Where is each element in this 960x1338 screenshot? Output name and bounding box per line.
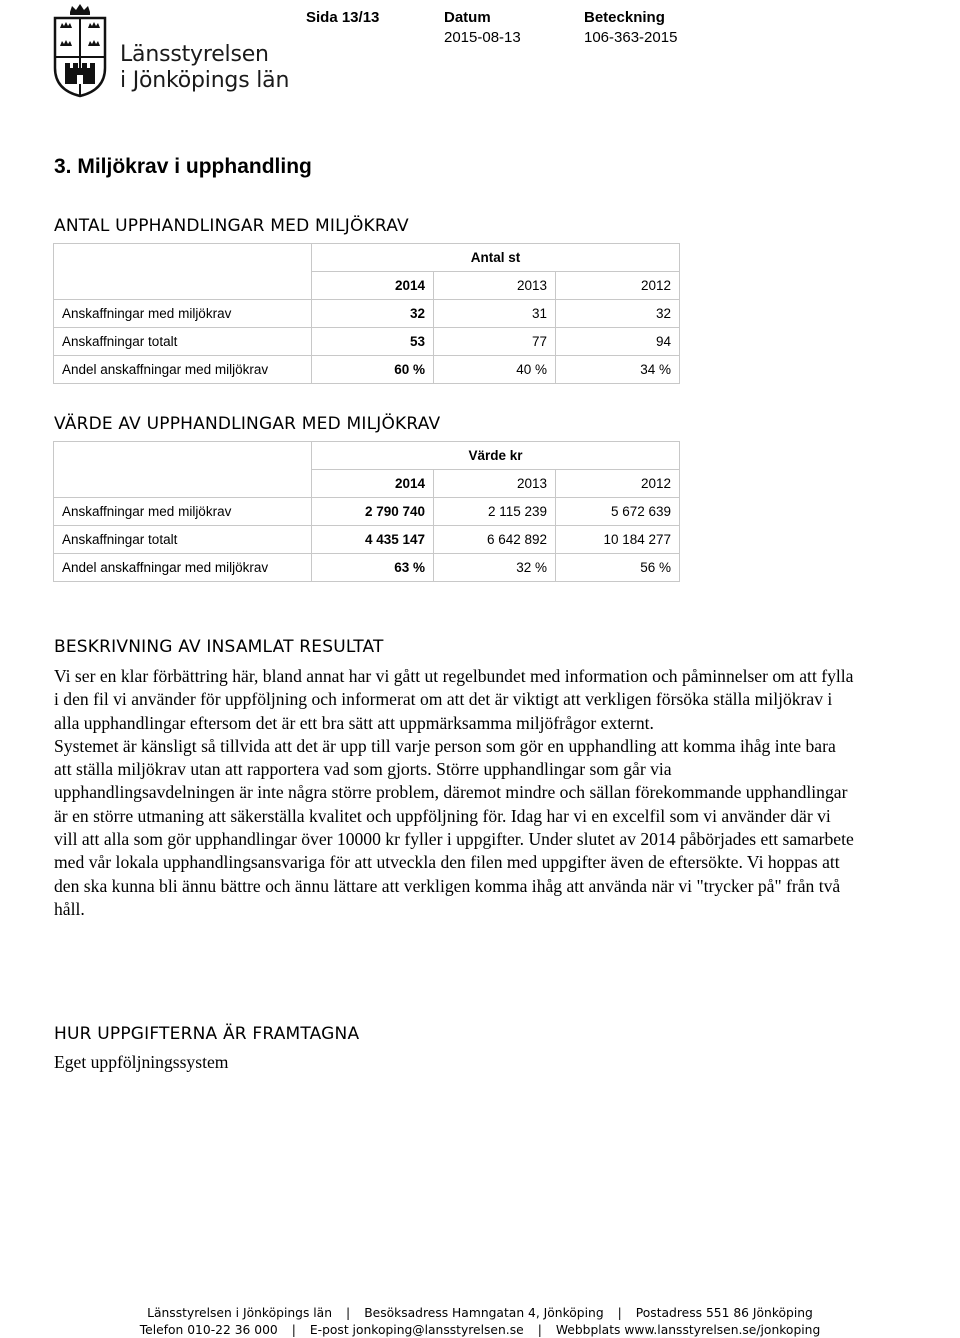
table-cell: 6 642 892: [434, 526, 556, 554]
table-cell: 56 %: [556, 554, 680, 582]
row-label: Andel anskaffningar med miljökrav: [54, 356, 312, 384]
row-label: Anskaffningar med miljökrav: [54, 498, 312, 526]
table-cell: 60 %: [312, 356, 434, 384]
footer-phone: Telefon 010-22 36 000: [139, 1323, 278, 1337]
table-cell: 2 790 740: [312, 498, 434, 526]
row-label: Anskaffningar totalt: [54, 526, 312, 554]
year-header: 2012: [556, 272, 680, 300]
table-cell: 10 184 277: [556, 526, 680, 554]
table-row: [54, 526, 680, 554]
table-cell: 32: [556, 300, 680, 328]
table-cell: 53: [312, 328, 434, 356]
table-row: [54, 498, 680, 526]
table2-heading: VÄRDE AV UPPHANDLINGAR MED MILJÖKRAV: [54, 414, 441, 434]
table-corner: [54, 442, 312, 498]
table1-heading: ANTAL UPPHANDLINGAR MED MILJÖKRAV: [54, 216, 409, 236]
page-number-label: Sida 13/13: [306, 9, 380, 26]
result-paragraph-1: Vi ser en klar förbättring här, bland annat har vi gått ut regelbundet med information och påminnelser om att fylla i den fil vi använder för uppföljning och informerat om att det är viktigt att verkligen försöka ställa miljökrav i alla upphandlingar eftersom det är ett bra sätt att uppmärksamma miljöfrågor externt.: [54, 666, 854, 733]
date-value: 2015-08-13: [444, 29, 521, 46]
result-paragraph-2: Systemet är känsligt så tillvida att det är upp till varje person som gör en upphandling att komma ihåg inte bara att ställa miljökrav utan att rapportera vad som gjorts. Större upphandlingar som går via upphandlingsavdelningen är inte några större problem, däremot mindre och sällan förekommande upphandlingar är en större utmaning att säkerställa kvalitet och uppföljning för. Idag har vi en excelfil som vi använder där vi vill att alla som gör upphandlingar över 10000 kr fyller i uppgifter. Under slutet av 2014 påbörjades ett samarbete med vår lokala upphandlingsansvariga för att utveckla den filen med uppgifter även de eftersökte. Vi hoppas att den ska kunna bli ännu bättre och ännu lättare att verkligen komma ihåg att använda när vi "trycker på" från två håll.: [54, 735, 854, 919]
footer-separator: |: [617, 1306, 622, 1320]
year-header: 2013: [434, 470, 556, 498]
year-header: 2014: [312, 470, 434, 498]
table-row: [54, 328, 680, 356]
footer-website: Webbplats www.lansstyrelsen.se/jonkoping: [555, 1323, 821, 1337]
table-cell: 31: [434, 300, 556, 328]
footer-separator: |: [291, 1323, 296, 1337]
table-group-header: Antal st: [312, 244, 680, 272]
crest-icon: [52, 2, 108, 98]
page-number: [306, 8, 379, 28]
row-label: Anskaffningar totalt: [54, 328, 312, 356]
year-header: 2013: [434, 272, 556, 300]
table-row: [54, 300, 680, 328]
table-cell: 32: [312, 300, 434, 328]
method-heading: HUR UPPGIFTERNA ÄR FRAMTAGNA: [54, 1024, 360, 1044]
table-cell: 40 %: [434, 356, 556, 384]
table-cell: 94: [556, 328, 680, 356]
document-reference: [584, 8, 677, 48]
org-name-line2: i Jönköpings län: [120, 68, 290, 93]
org-logo: [52, 2, 290, 100]
footer-visit-address: Besöksadress Hamngatan 4, Jönköping: [364, 1306, 604, 1320]
method-body: [54, 1051, 854, 1074]
footer-separator: |: [346, 1306, 351, 1320]
date-label: Datum: [444, 9, 491, 26]
table-row: [54, 554, 680, 582]
result-body: [54, 665, 854, 921]
footer-separator: |: [537, 1323, 542, 1337]
table-row: [54, 356, 680, 384]
procurement-count-table: [53, 243, 680, 384]
footer-org: Länsstyrelsen i Jönköpings län: [147, 1306, 333, 1320]
table-cell: 5 672 639: [556, 498, 680, 526]
table-corner: [54, 244, 312, 300]
org-name-line1: Länsstyrelsen: [120, 42, 269, 67]
year-header: 2014: [312, 272, 434, 300]
table-cell: 32 %: [434, 554, 556, 582]
year-header: 2012: [556, 470, 680, 498]
table-group-header: Värde kr: [312, 442, 680, 470]
table-cell: 2 115 239: [434, 498, 556, 526]
section-title: 3. Miljökrav i upphandling: [54, 155, 312, 178]
row-label: Andel anskaffningar med miljökrav: [54, 554, 312, 582]
method-text: Eget uppföljningssystem: [54, 1052, 229, 1072]
table-cell: 63 %: [312, 554, 434, 582]
footer-email: E-post jonkoping@lansstyrelsen.se: [309, 1323, 524, 1337]
footer-line-2: [0, 1323, 960, 1337]
footer-line-1: [0, 1306, 960, 1320]
row-label: Anskaffningar med miljökrav: [54, 300, 312, 328]
reference-value: 106-363-2015: [584, 29, 678, 46]
table-cell: 77: [434, 328, 556, 356]
document-date: [444, 8, 521, 48]
reference-label: Beteckning: [584, 9, 665, 26]
result-heading: BESKRIVNING AV INSAMLAT RESULTAT: [54, 637, 384, 657]
procurement-value-table: [53, 441, 680, 582]
table-cell: 4 435 147: [312, 526, 434, 554]
footer-postal-address: Postadress 551 86 Jönköping: [635, 1306, 813, 1320]
table-cell: 34 %: [556, 356, 680, 384]
